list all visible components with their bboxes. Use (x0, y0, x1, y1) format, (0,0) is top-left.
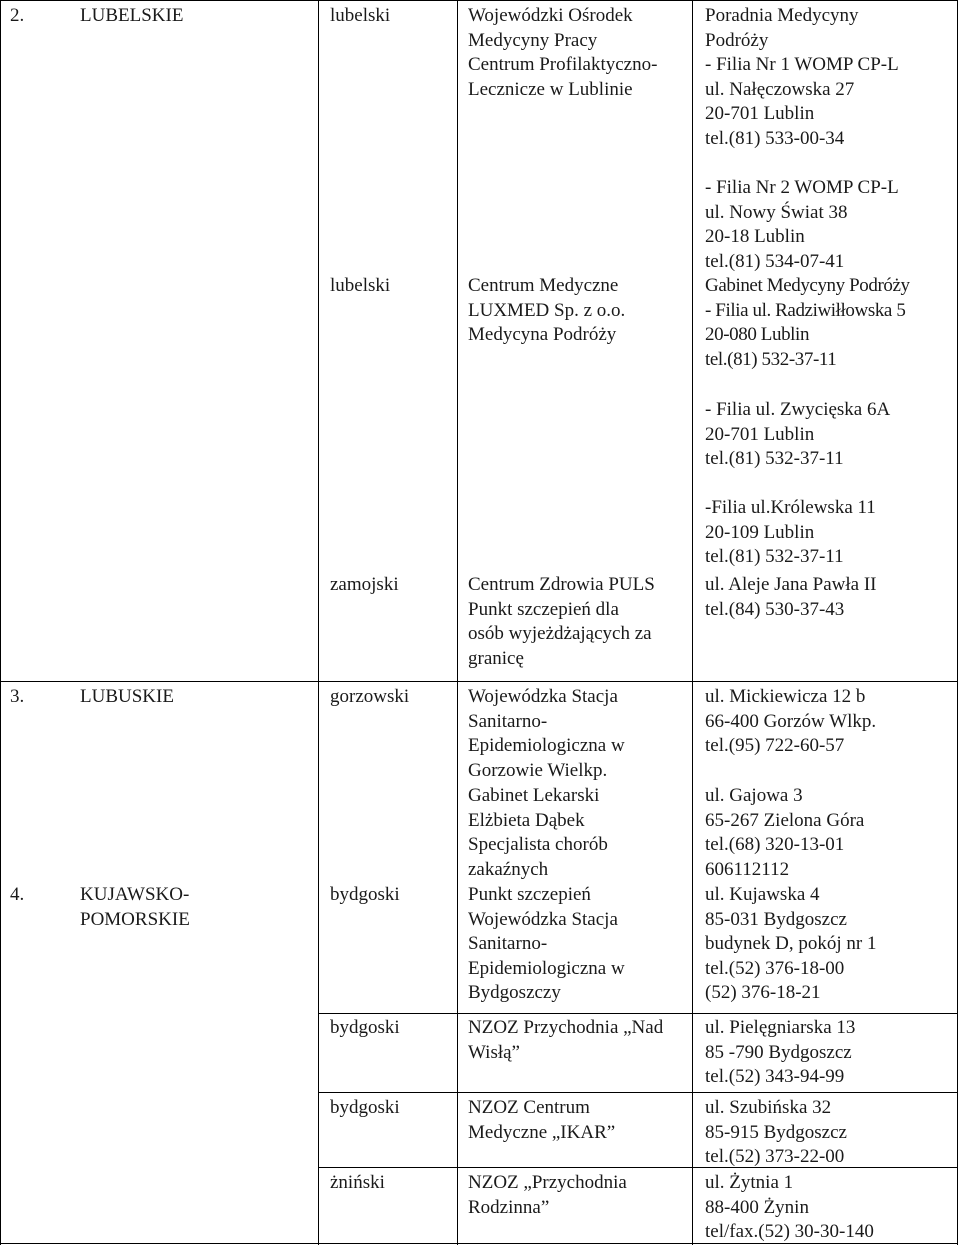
region-name: LUBELSKIE (80, 5, 184, 26)
row-divider (318, 1013, 958, 1014)
address-block: ul. Pielęgniarska 13 85 -790 Bydgoszcz tel.(52) 343-94-99 (705, 1017, 856, 1087)
row-number: 4. (10, 884, 25, 905)
institution-name: Centrum Medyczne LUXMED Sp. z o.o. Medycyna Podróży (468, 275, 626, 345)
column-divider (457, 0, 458, 1245)
institution-name: NZOZ Centrum Medyczne „IKAR” (468, 1097, 616, 1143)
institution-name: Punkt szczepień Wojewódzka Stacja Sanitarno- Epidemiologiczna w Bydgoszczy (468, 884, 625, 1003)
address-block: ul. Szubińska 32 85-915 Bydgoszcz tel.(52) 373-22-00 (705, 1097, 847, 1167)
district-name: bydgoski (330, 884, 400, 905)
address-block: -Filia ul.Królewska 11 20-109 Lublin tel.(81) 532-37-11 (705, 497, 876, 567)
row-divider (318, 1092, 958, 1093)
institution-name: Centrum Zdrowia PULS Punkt szczepień dla osób wyjeżdżających za granicę (468, 574, 655, 669)
district-name: zamojski (330, 574, 399, 595)
institution-name: NZOZ Przychodnia „Nad Wisłą” (468, 1017, 664, 1063)
region-name: KUJAWSKO- POMORSKIE (80, 884, 190, 930)
address-block: ul. Gajowa 3 65-267 Zielona Góra tel.(68) 320-13-01 606112112 (705, 785, 865, 880)
address-block: - Filia ul. Zwycięska 6A 20-701 Lublin tel.(81) 532-37-11 (705, 399, 891, 469)
row-number: 2. (10, 5, 25, 26)
district-name: bydgoski (330, 1097, 400, 1118)
address-block: Gabinet Medycyny Podróży - Filia ul. Radziwiłłowska 5 20-080 Lublin tel.(81) 532-37-11 (705, 275, 910, 370)
address-block: ul. Aleje Jana Pawła II tel.(84) 530-37-43 (705, 574, 877, 620)
district-name: bydgoski (330, 1017, 400, 1038)
institution-name: Wojewódzki Ośrodek Medycyny Pracy Centrum Profilaktyczno- Lecznicze w Lublinie (468, 5, 658, 100)
row-divider (0, 681, 958, 682)
address-block: Poradnia Medycyny Podróży - Filia Nr 1 WOMP CP-L ul. Nałęczowska 27 20-701 Lublin tel.(81) 533-00-34 (705, 5, 899, 149)
region-name: LUBUSKIE (80, 686, 174, 707)
institution-name: Wojewódzka Stacja Sanitarno- Epidemiologiczna w Gorzowie Wielkp. (468, 686, 625, 781)
district-name: gorzowski (330, 686, 410, 707)
column-divider (318, 0, 319, 1245)
address-block: - Filia Nr 2 WOMP CP-L ul. Nowy Świat 38 20-18 Lublin tel.(81) 534-07-41 (705, 177, 899, 272)
address-block: ul. Żytnia 1 88-400 Żynin tel/fax.(52) 30-30-140 (705, 1172, 874, 1242)
address-block: ul. Kujawska 4 85-031 Bydgoszcz budynek D, pokój nr 1 tel.(52) 376-18-00 (52) 376-18-21 (705, 884, 877, 1003)
district-name: lubelski (330, 275, 391, 296)
address-block: ul. Mickiewicza 12 b 66-400 Gorzów Wlkp. tel.(95) 722-60-57 (705, 686, 877, 756)
district-name: lubelski (330, 5, 391, 26)
column-divider (692, 0, 693, 1245)
institution-name: Gabinet Lekarski Elżbieta Dąbek Specjalista chorób zakaźnych (468, 785, 608, 880)
district-name: żniński (330, 1172, 385, 1193)
row-number: 3. (10, 686, 25, 707)
institution-name: NZOZ „Przychodnia Rodzinna” (468, 1172, 627, 1218)
